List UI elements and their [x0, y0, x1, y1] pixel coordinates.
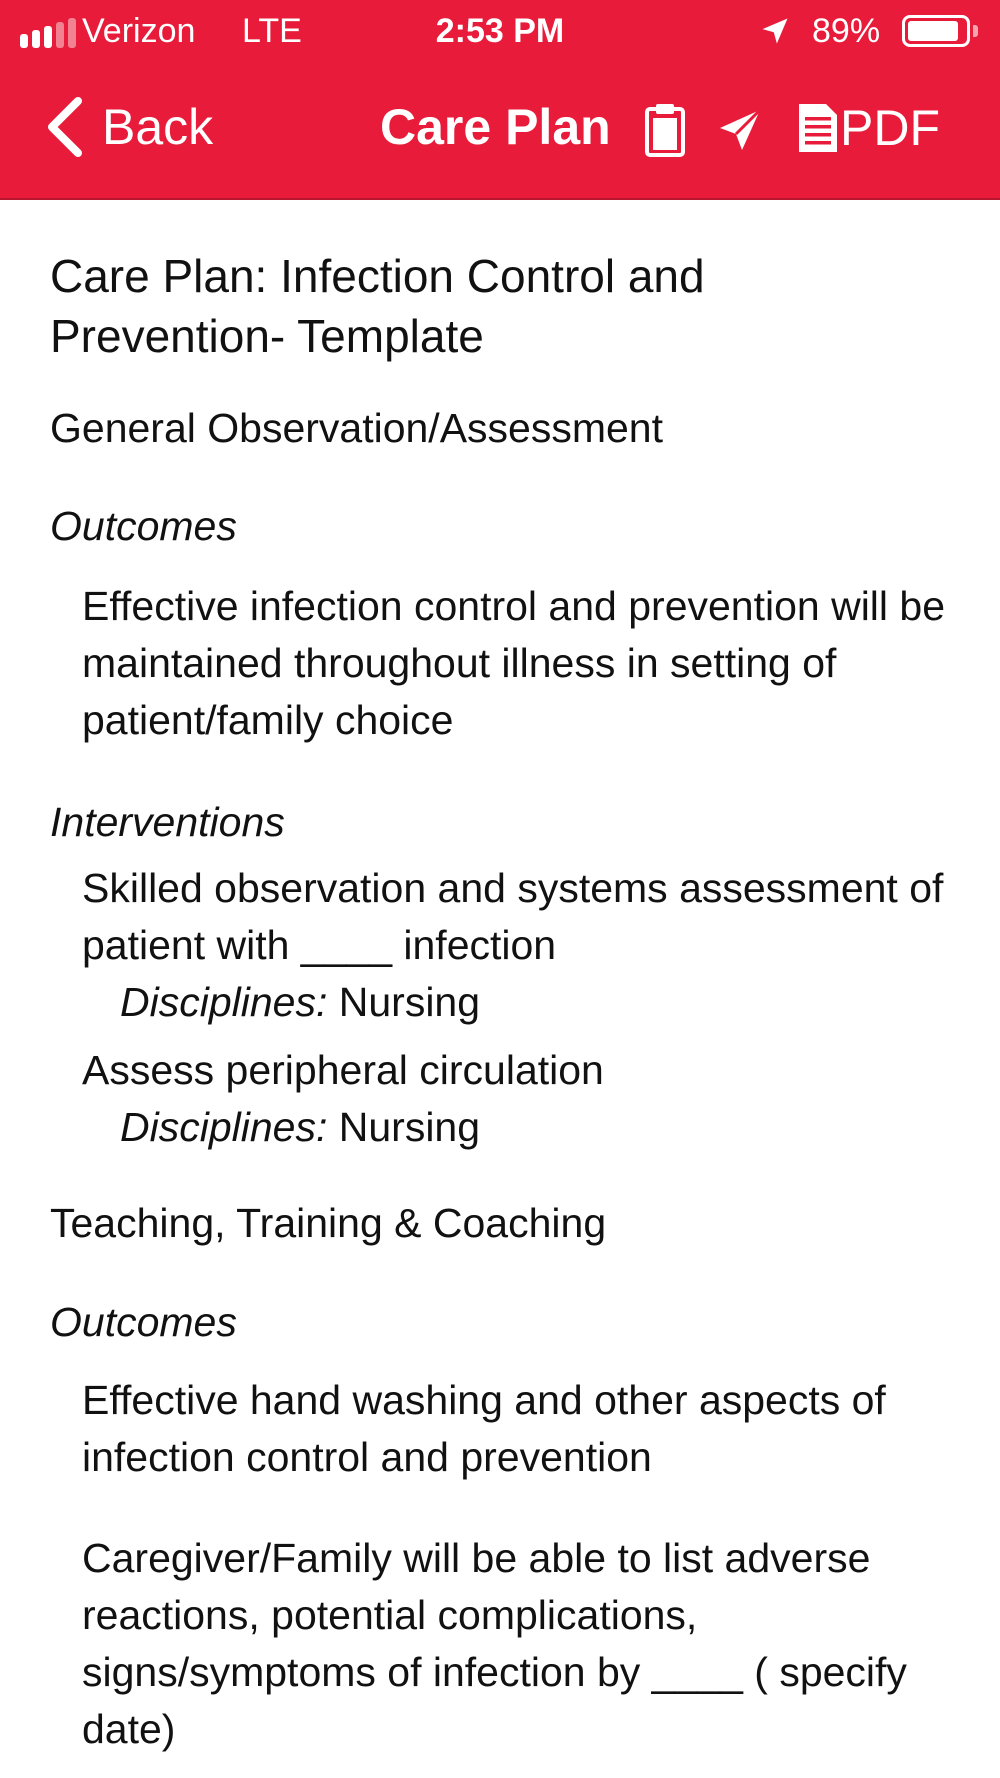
header-divider — [0, 198, 1000, 200]
paper-plane-icon[interactable] — [718, 108, 762, 152]
status-bar — [0, 0, 1000, 64]
battery-percent: 89% — [812, 12, 881, 50]
chevron-left-icon — [44, 95, 86, 159]
section-heading: Teaching, Training & Coaching — [50, 1200, 607, 1246]
status-time: 2:53 PM — [435, 12, 565, 50]
battery-icon — [902, 15, 970, 47]
page-title: Care Plan — [380, 99, 611, 155]
outcomes-heading: Outcomes — [50, 1299, 237, 1345]
location-arrow-icon — [760, 14, 790, 48]
carrier-name: Verizon — [82, 12, 196, 50]
back-button[interactable] — [44, 92, 213, 162]
section-heading: General Observation/Assessment — [50, 405, 663, 451]
care-plan-title: Care Plan: Infection Control and Prevention- Template — [50, 250, 705, 362]
outcome-item: Effective hand washing and other aspects of infection control and prevention — [82, 1377, 886, 1480]
app-header — [0, 0, 1000, 198]
interventions-heading: Interventions — [50, 799, 285, 845]
outcome-item: Caregiver/Family will be able to list adverse reactions, potential complications, signs/symptoms of infection by ____ ( specify date) — [82, 1535, 907, 1752]
outcomes-heading: Outcomes — [50, 503, 237, 549]
intervention-item: Skilled observation and systems assessment of patient with ____ infection — [82, 865, 944, 968]
intervention-disciplines — [120, 974, 480, 1030]
disciplines-label: Disciplines: — [120, 979, 328, 1025]
pdf-export-button[interactable] — [796, 98, 940, 158]
back-label: Back — [102, 99, 214, 155]
intervention-item: Assess peripheral circulation — [82, 1047, 604, 1093]
clipboard-icon[interactable] — [644, 102, 686, 158]
disciplines-label: Disciplines: — [120, 1104, 328, 1150]
intervention-disciplines — [120, 1099, 480, 1155]
outcome-item: Effective infection control and prevention will be maintained throughout illness in setting of patient/family choice — [82, 583, 946, 743]
document-icon — [796, 101, 840, 155]
disciplines-value: Nursing — [338, 1104, 481, 1150]
battery-terminal — [973, 25, 978, 37]
network-type: LTE — [242, 12, 302, 50]
disciplines-value: Nursing — [338, 979, 481, 1025]
battery-level-fill — [908, 21, 958, 41]
pdf-label: PDF — [840, 100, 940, 156]
